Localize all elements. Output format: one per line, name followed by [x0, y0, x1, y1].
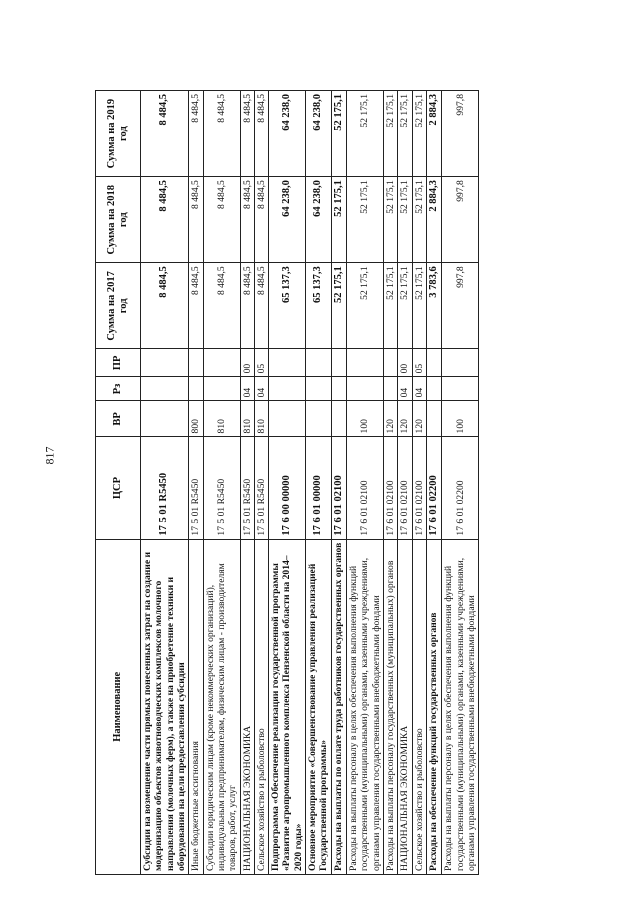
table-row	[398, 91, 412, 875]
cell-pr	[442, 349, 479, 377]
header-sum-2017: Сумма на 2017 год	[96, 263, 141, 349]
cell-sum-2017: 52 175,1	[347, 263, 384, 349]
cell-sum-2019: 997,8	[442, 91, 479, 177]
cell-sum-2017: 8 484,5	[203, 263, 240, 349]
cell-pr	[269, 349, 306, 377]
cell-sum-2017: 8 484,5	[141, 263, 189, 349]
cell-rz	[347, 377, 384, 401]
cell-pr	[203, 349, 240, 377]
cell-name: НАЦИОНАЛЬНАЯ ЭКОНОМИКА	[240, 539, 254, 874]
cell-sum-2019: 8 484,5	[141, 91, 189, 177]
table-row	[306, 91, 332, 875]
cell-sum-2018: 64 238,0	[269, 177, 306, 263]
cell-csr: 17 5 01 R5450	[141, 437, 189, 539]
cell-csr: 17 6 01 02200	[442, 437, 479, 539]
table-body	[141, 91, 479, 875]
cell-name: Основное мероприятие «Совершенствование управления реализацией Государственной программы»	[306, 539, 332, 874]
cell-sum-2018: 8 484,5	[189, 177, 203, 263]
cell-vr: 810	[254, 401, 268, 437]
cell-vr: 100	[442, 401, 479, 437]
cell-csr: 17 6 01 02100	[347, 437, 384, 539]
cell-rz	[189, 377, 203, 401]
cell-sum-2019: 8 484,5	[240, 91, 254, 177]
cell-pr: 05	[412, 349, 426, 377]
cell-sum-2018: 64 238,0	[306, 177, 332, 263]
cell-vr: 120	[412, 401, 426, 437]
table-row	[384, 91, 398, 875]
table-row	[254, 91, 268, 875]
cell-sum-2019: 52 175,1	[384, 91, 398, 177]
cell-pr	[426, 349, 441, 377]
cell-sum-2019: 52 175,1	[412, 91, 426, 177]
cell-rz	[426, 377, 441, 401]
cell-csr: 17 5 01 R5450	[240, 437, 254, 539]
cell-sum-2018: 52 175,1	[331, 177, 346, 263]
cell-sum-2019: 52 175,1	[347, 91, 384, 177]
cell-vr	[426, 401, 441, 437]
cell-vr: 100	[347, 401, 384, 437]
page-number: 817	[42, 446, 57, 465]
cell-rz	[384, 377, 398, 401]
cell-csr: 17 6 01 02100	[331, 437, 346, 539]
cell-vr: 810	[240, 401, 254, 437]
cell-sum-2019: 64 238,0	[306, 91, 332, 177]
cell-pr	[189, 349, 203, 377]
cell-name: Расходы на выплаты персоналу государственных (муниципальных) органов	[384, 539, 398, 874]
cell-sum-2018: 52 175,1	[412, 177, 426, 263]
cell-name: Расходы на обеспечение функций государственных органов	[426, 539, 441, 874]
cell-name: Расходы на выплаты персоналу в целях обеспечения выполнения функций государственными (муниципальными) органами, казенными учреждениями, органами управления государственными внебюджетными фондами	[347, 539, 384, 874]
cell-sum-2017: 52 175,1	[398, 263, 412, 349]
cell-sum-2018: 8 484,5	[141, 177, 189, 263]
cell-rz	[203, 377, 240, 401]
cell-rz: 04	[240, 377, 254, 401]
cell-name: Расходы на выплаты персоналу в целях обеспечения выполнения функций государственными (муниципальными) органами, казенными учреждениями, органами управления государственными внебюджетными фондами	[442, 539, 479, 874]
table-row	[203, 91, 240, 875]
cell-sum-2017: 52 175,1	[384, 263, 398, 349]
cell-sum-2018: 52 175,1	[398, 177, 412, 263]
table-row	[347, 91, 384, 875]
cell-sum-2018: 8 484,5	[254, 177, 268, 263]
cell-sum-2019: 52 175,1	[398, 91, 412, 177]
cell-sum-2019: 8 484,5	[203, 91, 240, 177]
cell-pr: 05	[254, 349, 268, 377]
cell-rz	[331, 377, 346, 401]
header-sum-2019: Сумма на 2019 год	[96, 91, 141, 177]
cell-pr	[141, 349, 189, 377]
cell-sum-2018: 52 175,1	[347, 177, 384, 263]
table-row	[426, 91, 441, 875]
cell-pr	[306, 349, 332, 377]
cell-csr: 17 5 01 R5450	[254, 437, 268, 539]
cell-vr: 800	[189, 401, 203, 437]
cell-sum-2018: 997,8	[442, 177, 479, 263]
cell-sum-2018: 8 484,5	[203, 177, 240, 263]
header-pr: ПР	[96, 349, 141, 377]
cell-sum-2017: 52 175,1	[412, 263, 426, 349]
cell-sum-2018: 2 884,3	[426, 177, 441, 263]
cell-csr: 17 5 01 R5450	[189, 437, 203, 539]
cell-pr	[384, 349, 398, 377]
cell-csr: 17 6 01 02100	[384, 437, 398, 539]
header-vr: ВР	[96, 401, 141, 437]
cell-name: Расходы на выплаты по оплате труда работников государственных органов	[331, 539, 346, 874]
table-row	[412, 91, 426, 875]
cell-csr: 17 6 01 02100	[412, 437, 426, 539]
cell-sum-2018: 8 484,5	[240, 177, 254, 263]
cell-sum-2019: 8 484,5	[254, 91, 268, 177]
cell-pr	[347, 349, 384, 377]
cell-sum-2019: 52 175,1	[331, 91, 346, 177]
table-row	[141, 91, 189, 875]
cell-sum-2019: 64 238,0	[269, 91, 306, 177]
table-row	[331, 91, 346, 875]
table-row	[240, 91, 254, 875]
cell-pr: 00	[398, 349, 412, 377]
cell-vr: 810	[203, 401, 240, 437]
table-header-row	[96, 91, 141, 875]
cell-vr	[306, 401, 332, 437]
cell-csr: 17 6 01 02200	[426, 437, 441, 539]
table-row	[269, 91, 306, 875]
cell-sum-2017: 997,8	[442, 263, 479, 349]
cell-name: Сельское хозяйство и рыболовство	[412, 539, 426, 874]
table-row	[442, 91, 479, 875]
cell-csr: 17 5 01 R5450	[203, 437, 240, 539]
cell-sum-2017: 8 484,5	[254, 263, 268, 349]
cell-rz: 04	[412, 377, 426, 401]
cell-name: Подпрограмма «Обеспечение реализации государственной программы «Развитие агропромышленного комплекса Пензенской области на 2014–2020 годы»	[269, 539, 306, 874]
cell-sum-2017: 65 137,3	[306, 263, 332, 349]
cell-name: Субсидии на возмещение части прямых понесенных затрат на создание и модернизацию объектов животноводческих комплексов молочного направления (молочных ферм), а также на приобретение техники и оборудования на цели предоставления субсидии	[141, 539, 189, 874]
cell-rz	[306, 377, 332, 401]
cell-csr: 17 6 00 00000	[269, 437, 306, 539]
cell-name: Иные бюджетные ассигнования	[189, 539, 203, 874]
cell-sum-2017: 52 175,1	[331, 263, 346, 349]
cell-sum-2018: 52 175,1	[384, 177, 398, 263]
header-rz: Рз	[96, 377, 141, 401]
cell-name: Субсидии юридическим лицам (кроме некоммерческих организаций), индивидуальным предпринимателям, физическим лицам - производителям товаров, работ, услуг	[203, 539, 240, 874]
cell-csr: 17 6 01 02100	[398, 437, 412, 539]
cell-sum-2017: 3 783,6	[426, 263, 441, 349]
cell-rz	[442, 377, 479, 401]
cell-sum-2017: 8 484,5	[189, 263, 203, 349]
cell-rz	[141, 377, 189, 401]
cell-rz: 04	[254, 377, 268, 401]
cell-name: Сельское хозяйство и рыболовство	[254, 539, 268, 874]
cell-vr	[331, 401, 346, 437]
cell-name: НАЦИОНАЛЬНАЯ ЭКОНОМИКА	[398, 539, 412, 874]
cell-vr	[141, 401, 189, 437]
cell-rz: 04	[398, 377, 412, 401]
cell-vr: 120	[384, 401, 398, 437]
cell-rz	[269, 377, 306, 401]
cell-vr: 120	[398, 401, 412, 437]
cell-sum-2019: 8 484,5	[189, 91, 203, 177]
header-sum-2018: Сумма на 2018 год	[96, 177, 141, 263]
cell-vr	[269, 401, 306, 437]
table-row	[189, 91, 203, 875]
cell-sum-2019: 2 884,3	[426, 91, 441, 177]
cell-pr: 00	[240, 349, 254, 377]
header-csr: ЦСР	[96, 437, 141, 539]
cell-csr: 17 6 01 00000	[306, 437, 332, 539]
cell-sum-2017: 8 484,5	[240, 263, 254, 349]
cell-pr	[331, 349, 346, 377]
budget-table	[95, 90, 479, 875]
rotated-table-container	[95, 90, 570, 875]
header-name: Наименование	[96, 539, 141, 874]
cell-sum-2017: 65 137,3	[269, 263, 306, 349]
